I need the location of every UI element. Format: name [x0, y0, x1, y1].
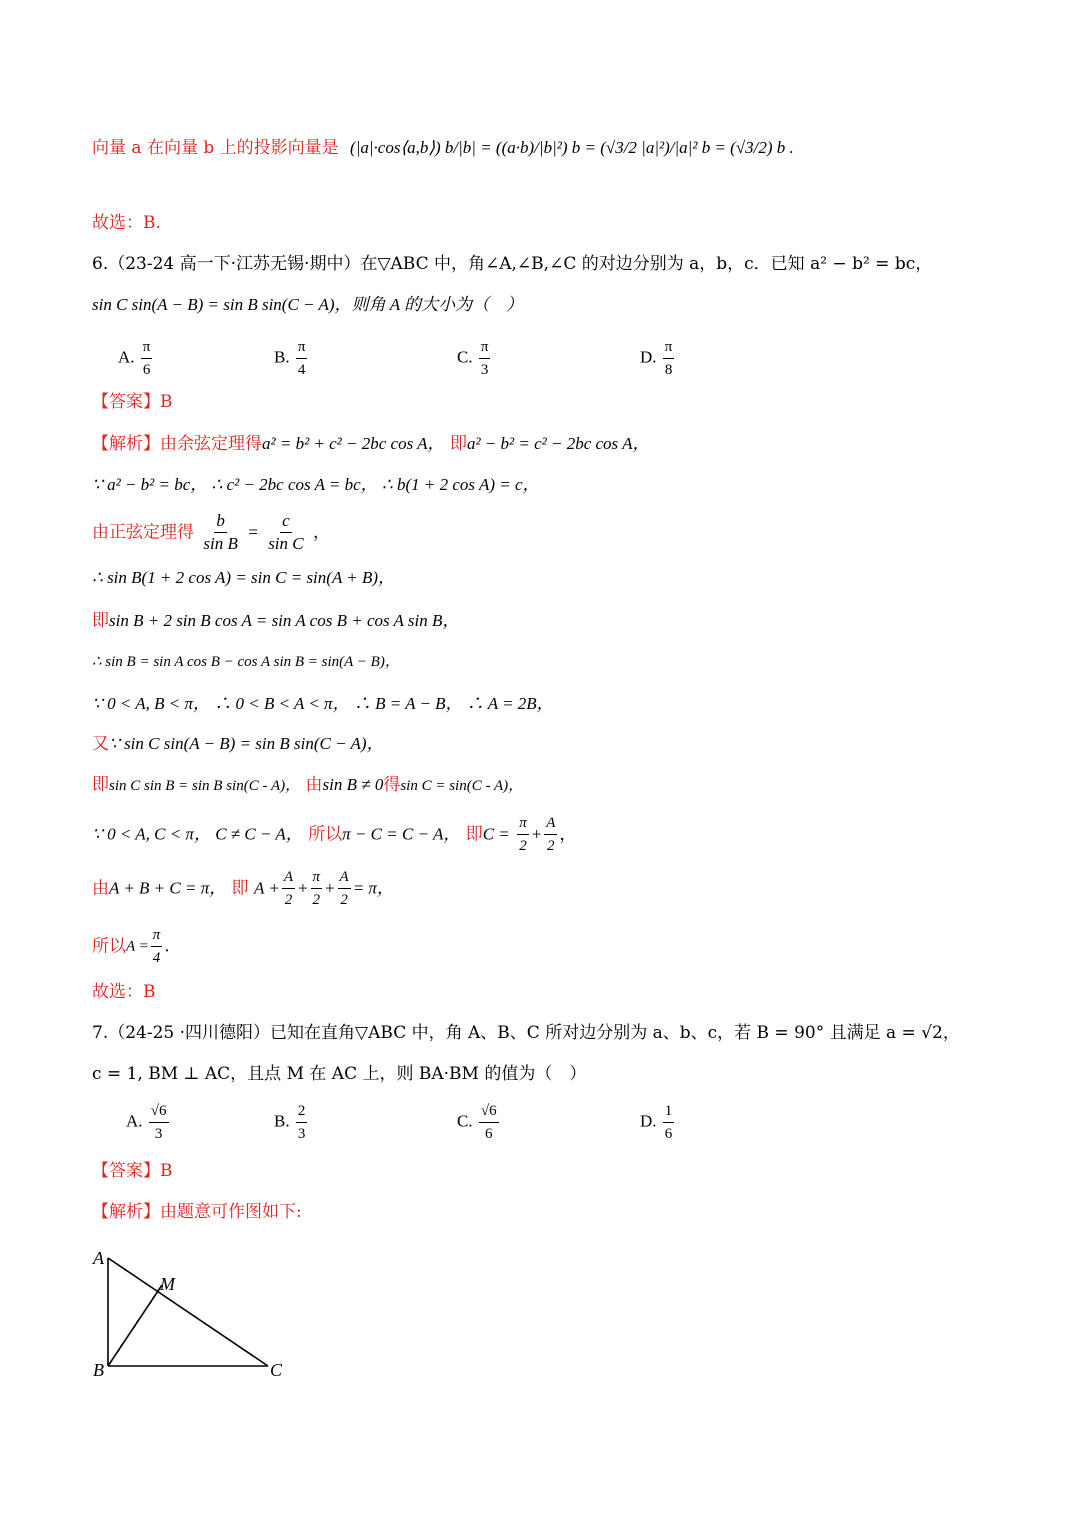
- q7-option-a: [126, 1100, 171, 1145]
- frac-den: sin C: [268, 534, 304, 553]
- projection-text: 向量 a 在向量 b 上的投影向量是: [92, 138, 339, 158]
- frac-num: b: [214, 510, 227, 533]
- segment-bm: [108, 1285, 162, 1366]
- q6-choice: 故选：B: [92, 982, 156, 1002]
- option-num: √6: [479, 1100, 499, 1123]
- q6-option-b: [274, 336, 309, 381]
- sol-math: ∵ 0 < A, C < π， C ≠ C − A，: [92, 824, 303, 844]
- option-label: D.: [640, 347, 657, 367]
- projection-line: [92, 136, 794, 160]
- option-den: 6: [484, 1126, 493, 1142]
- sol-text: 【解析】由余弦定理得: [92, 434, 262, 454]
- sol-text: 所以: [308, 824, 343, 845]
- sol-math: A =: [126, 938, 149, 955]
- option-num: π: [141, 336, 153, 359]
- option-label: A.: [126, 1111, 143, 1131]
- option-label: D.: [640, 1111, 657, 1131]
- q6-option-c: [457, 336, 492, 381]
- q6-sol-9: [92, 773, 523, 798]
- q6-sol-10: ∵ 0 < A, C < π， C ≠ C − A， 所以π − C = C − A， 即C = $\frac{\pi}{2}$ + $\frac{A}{2}$ ，: [92, 812, 576, 857]
- sol-math: a² = b² + c² − 2bc cos A，: [262, 434, 445, 453]
- sol-text: 即: [465, 824, 483, 845]
- sol-text: 即: [231, 878, 249, 899]
- option-label: C.: [457, 347, 473, 367]
- sol-math: π − C = C − A，: [342, 824, 461, 844]
- q7-stem-line1: 7.（24-25 ·四川德阳）已知在直角▽ABC 中，角 A、B、C 所对边分别为 a、b、c，若 B = 90° 且满足 a = √2，: [92, 1023, 960, 1043]
- option-label: C.: [457, 1111, 473, 1131]
- q6-option-d: [640, 336, 676, 381]
- q6-sol-5: [92, 609, 459, 633]
- option-den: 3: [480, 362, 489, 378]
- q6-sol-2: ∵ a² − b² = bc， ∴ c² − 2bc cos A = bc， ∴ b(1 + 2 cos A) = c，: [92, 475, 540, 494]
- sol-math: sin C sin B = sin B sin(C - A)，: [109, 778, 301, 794]
- sol-math: C =: [482, 824, 510, 844]
- option-num: π: [663, 336, 675, 359]
- q6-sol-11: 由A + B + C = π， 即 A + $\frac{A}{2}$ + $\frac{\pi}{2}$ + $\frac{A}{2}$ = π，: [92, 866, 394, 911]
- sol-text: 由: [305, 775, 323, 795]
- q7-option-c: [457, 1100, 501, 1145]
- q6-sol-12: 所以A = $\frac{\pi}{4}$ .: [92, 924, 170, 969]
- q7-stem-line2: c = 1, BM ⊥ AC，且点 M 在 AC 上，则 BA·BM 的值为（ ）: [92, 1064, 587, 1084]
- option-num: 2: [296, 1100, 308, 1123]
- q6-stem-line2: sin C sin(A − B) = sin B sin(C − A)，则角 A 的大小为（ ）: [92, 295, 524, 314]
- q6-answer: 【答案】B: [92, 392, 173, 412]
- q7-option-b: [274, 1100, 309, 1145]
- label-b: B: [93, 1360, 104, 1380]
- q6-sol-4: ∴ sin B(1 + 2 cos A) = sin C = sin(A + B)，: [92, 568, 396, 587]
- label-c: C: [270, 1360, 283, 1380]
- option-den: 6: [664, 1126, 673, 1142]
- sol-math: a² − b² = c² − 2bc cos A，: [466, 434, 650, 453]
- sol-text: 所以: [92, 936, 126, 957]
- sol-text: 又: [92, 734, 109, 754]
- q6-sol-7: ∵ 0 < A, B < π， ∴ 0 < B < A < π， ∴ B = A − B， ∴ A = 2B，: [92, 694, 554, 713]
- projection-formula: (|a|·cos⟨a,b⟩) b/|b| = ((a·b)/|b|²) b = (√3/2 |a|²)/|a|² b = (√3/2) b .: [350, 138, 794, 157]
- q6-sol-8: [92, 732, 384, 756]
- sol-text: 由: [92, 878, 109, 899]
- q6-sol-6: ∴ sin B = sin A cos B − cos A sin B = sin(A − B)，: [92, 654, 400, 670]
- sol-text: 得: [383, 775, 401, 795]
- option-label: B.: [274, 1111, 290, 1131]
- sol-math: sin B ≠ 0: [322, 775, 384, 794]
- sol-text: 即: [92, 775, 109, 795]
- q7-answer: 【答案】B: [92, 1161, 173, 1181]
- q6-option-a: [118, 336, 154, 381]
- option-num: π: [296, 336, 308, 359]
- prev-choice: 故选：B.: [92, 213, 161, 233]
- sol-math: ∵ sin C sin(A − B) = sin B sin(C − A)，: [109, 734, 384, 753]
- option-num: √6: [149, 1100, 169, 1123]
- sol-text: 即: [92, 611, 109, 631]
- option-label: B.: [274, 347, 290, 367]
- side-ac: [108, 1258, 268, 1366]
- triangle-figure: [88, 1240, 298, 1385]
- option-den: 3: [297, 1126, 306, 1142]
- q6-sol-3: 由正弦定理得 $\frac{b}{\text{sin B}}$ = $\frac{c}{\text{sin C}}$ ，: [92, 511, 331, 553]
- option-num: π: [479, 336, 491, 359]
- option-den: 3: [154, 1126, 163, 1142]
- frac-num: c: [280, 510, 292, 533]
- sol-math: sin B + 2 sin B cos A = sin A cos B + cos A sin B，: [109, 611, 460, 630]
- sol-math: sin C = sin(C - A)，: [400, 778, 524, 794]
- option-label: A.: [118, 347, 135, 367]
- label-a: A: [93, 1248, 104, 1268]
- sol-text: 由正弦定理得: [92, 522, 194, 543]
- q6-sol-1: [92, 432, 650, 456]
- option-den: 6: [142, 362, 151, 378]
- q7-option-d: [640, 1100, 676, 1145]
- sol-text: 即: [449, 434, 467, 454]
- option-den: 8: [664, 362, 673, 378]
- q7-solution-intro: 【解析】由题意可作图如下:: [92, 1202, 302, 1222]
- q6-stem-line1: 6.（23-24 高一下·江苏无锡·期中）在▽ABC 中，角∠A,∠B,∠C 的对边分别为 a，b，c．已知 a² − b² = bc，: [92, 254, 933, 274]
- frac-den: sin B: [203, 534, 238, 553]
- label-m: M: [160, 1274, 175, 1294]
- option-num: 1: [663, 1100, 675, 1123]
- option-den: 4: [297, 362, 306, 378]
- sol-math: A + B + C = π，: [109, 878, 227, 898]
